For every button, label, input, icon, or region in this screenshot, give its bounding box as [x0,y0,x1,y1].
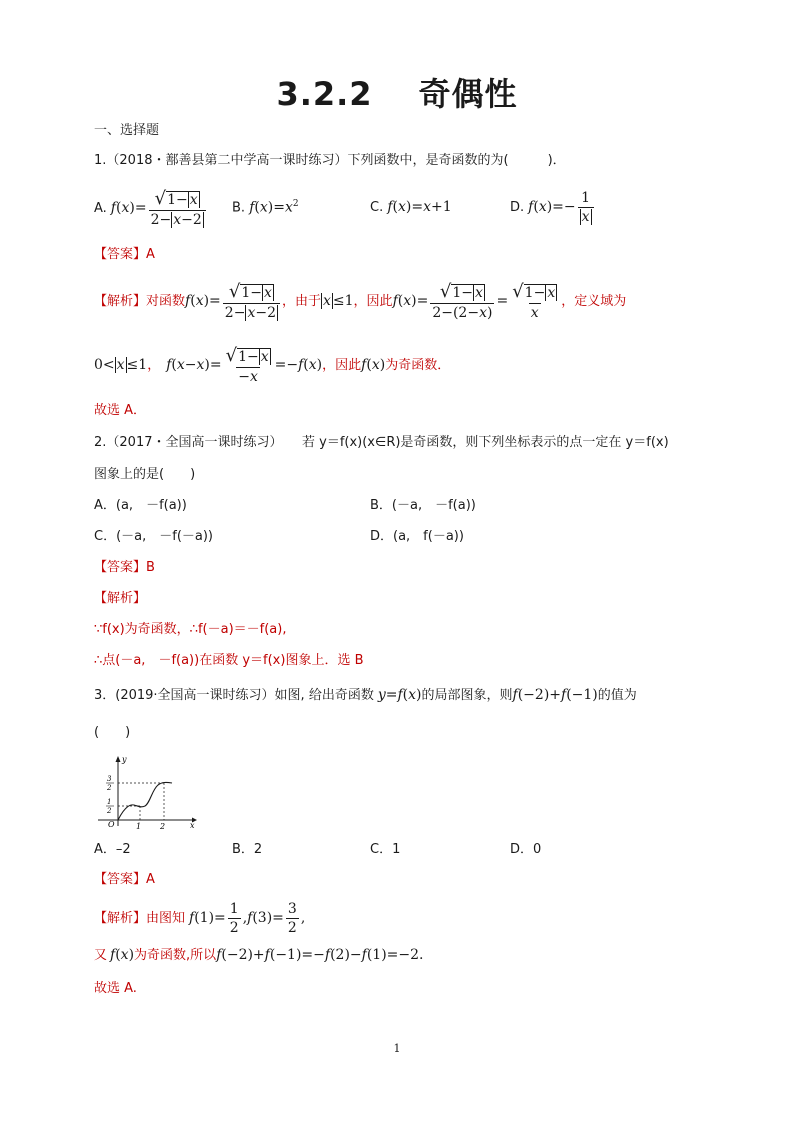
q3-paren: ( ) [94,725,131,740]
q1-option-c: C. f(x)=x+1 [370,199,452,215]
y-tick-top-num: 3 [107,775,112,783]
q1-answer: 【答案】A [94,247,155,262]
y-tick-low-den: 2 [107,807,112,815]
q3-option-d: D．0 [510,842,542,857]
section-heading: 一、选择题 [94,123,160,138]
q1-explanation-line1: 【解析】 对函数 f ( x )= $\frac{√1- x}{2- x-2}$ ，由于 x ≤1 ，因此 f ( x )= $\frac{√1- x}{2-(2-x)}$ = $\frac{√1- x}{x}$ ，定义域为 [94,280,627,321]
x-axis-label: x [190,821,195,830]
y-axis-label: y [122,755,127,764]
q3-option-c: C．1 [370,842,401,857]
q3-explanation-line2: 又 f ( x ) 为奇函数,所以 f (−2)+ f (−1)=− f (2)− f (1)=−2. [94,947,424,963]
q2-option-b: B．(－a, －f(a)) [370,498,476,513]
q2-stem: 2.（2017・全国高一课时练习） 若 y＝f(x)(x∈R)是奇函数，则下列坐标表示的点一定在 y＝f(x) [94,435,669,450]
q1-option-a: A. f ( x )= $\frac{√1- x}{2- x-2}$ [94,186,208,230]
q3-final: 故选 A. [94,981,137,996]
q3-explanation-line1: 【解析】 由图知 f (1)= $\frac{1}{2}$ , f (3)= $\frac{3}{2}$ , [94,900,306,936]
q2-answer: 【答案】B [94,560,155,575]
q3-graph [94,752,200,830]
q3-answer: 【答案】A [94,872,155,887]
y-axis-arrow-icon [116,756,121,762]
q2-option-a: A．(a, －f(a)) [94,498,187,513]
x-tick-2: 2 [160,822,166,830]
q1-explanation-line2: 0< x ≤1 ， f ( x − x )= $\frac{√1- x}{-x}$ =− f ( x ) ，因此 f ( x ) 为奇函数． [94,344,451,385]
q3-stem: 3．(2019·全国高一课时练习）如图, 给出奇函数 y = f ( x ) 的局部图象，则 f (−2)+ f (−1) 的值为 [94,687,637,703]
q3-option-b: B．2 [232,842,263,857]
q1-stem: 1.（2018・鄯善县第二中学高一课时练习）下列函数中，是奇函数的为( )． [94,153,566,168]
q2-explanation-line1: ∵f(x)为奇函数，∴f(－a)＝－f(a), [94,622,287,637]
q1-final: 故选 A． [94,403,147,418]
y-tick-low-num: 1 [107,798,112,806]
q2-option-c: C．(－a, －f(－a)) [94,529,214,544]
q3-option-a: A．–2 [94,842,131,857]
y-tick-top-den: 2 [107,784,112,792]
q2-explanation-label: 【解析】 [94,591,147,606]
origin-label: O [108,820,115,829]
q2-stem-cont: 图象上的是( ) [94,467,196,482]
q1-option-b: B. $f(x)=x^2$ [232,199,299,216]
q1-option-d: D. f ( x )=− $\frac{1}{x}$ [510,186,596,228]
q2-option-d: D．(a, f(－a)) [370,529,464,544]
x-tick-1: 1 [136,822,142,830]
page-title: 3.2.2 奇偶性 [276,75,518,113]
page-number: 1 [393,1042,401,1055]
q2-explanation-line2: ∴点(－a, －f(a))在函数 y＝f(x)图象上．选 B [94,653,364,668]
